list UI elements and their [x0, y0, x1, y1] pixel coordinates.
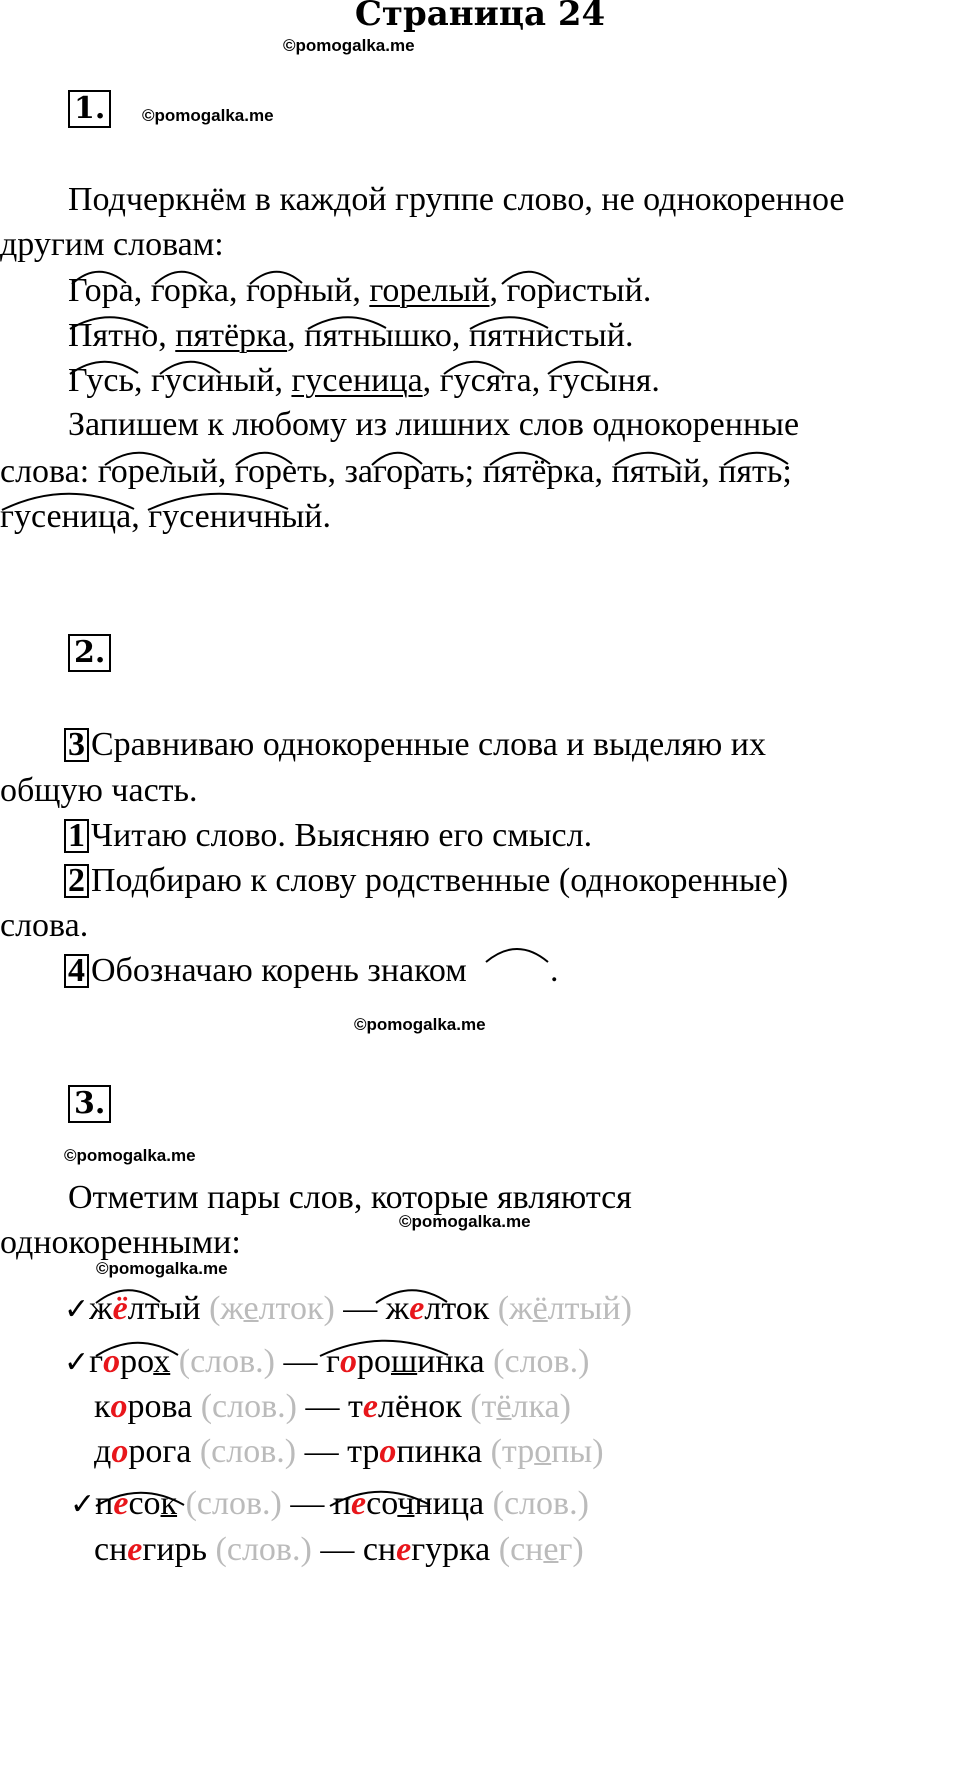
root-arc — [250, 272, 302, 284]
task1-intro-cont: другим словам: — [0, 226, 224, 263]
step-text: Обозначаю корень знаком — [91, 952, 467, 989]
watermark: ©pomogalka.me — [64, 1146, 196, 1165]
word: горка — [150, 272, 229, 309]
task2-step — [64, 725, 766, 765]
task2-step — [64, 816, 592, 856]
step-text: Сравниваю однокоренные слова и выделяю их — [91, 726, 766, 763]
word: гусыня — [548, 362, 652, 399]
task1-group1: Гора, горка, горный, горелый, гористый. — [68, 272, 652, 309]
root-arc — [470, 317, 548, 329]
root-arc — [2, 494, 134, 510]
task2-step-cont: слова. — [0, 907, 89, 944]
root-arc — [236, 453, 292, 465]
task1-group3: Гусь, гусиный, гусеница, гусята, гусыня. — [68, 362, 660, 399]
word-pair-row: снегирь (слов.) — снегурка (снег) — [94, 1531, 584, 1568]
root-arc — [105, 453, 172, 465]
task3-intro: Отметим пары слов, которые являются — [68, 1179, 632, 1216]
word: пятнистый — [468, 317, 625, 354]
task3-intro-cont: однокоренными: — [0, 1224, 241, 1261]
task2-step — [64, 861, 788, 901]
root-arc — [502, 272, 554, 284]
root-arc — [155, 272, 207, 284]
task1-note-cont: слова: горелый, гореть, загорать; пятёрка, пятый, пять; — [0, 453, 792, 490]
watermark: ©pomogalka.me — [142, 106, 274, 125]
odd-word: пятёрка — [175, 317, 288, 354]
check-icon: ✓ — [64, 1345, 90, 1380]
task1-group2: Пятно, пятёрка, пятнышко, пятнистый. — [68, 317, 634, 354]
root-arc — [615, 453, 680, 465]
step-number: 4 — [64, 954, 89, 988]
page-title: Страница 24 — [354, 0, 606, 34]
task1-number: 1. — [68, 90, 111, 128]
step-number: 3 — [64, 728, 89, 762]
task1-note-end: гусеница, гусеничный. — [0, 498, 331, 535]
word: Гусь — [68, 362, 134, 399]
root-arc — [724, 453, 788, 465]
check-icon: ✓ — [64, 1292, 90, 1327]
word: гусята — [439, 362, 532, 399]
watermark: ©pomogalka.me — [283, 36, 415, 55]
word-pair-row: ✓песок (слов.) — песочница (слов.) — [70, 1485, 589, 1522]
word: Пятно — [68, 317, 159, 354]
word-pair-row: ✓жёлтый (желток) — желток (жёлтый) — [64, 1290, 632, 1327]
task2-number: 2. — [68, 634, 111, 672]
odd-word: горелый — [369, 272, 490, 309]
check-icon: ✓ — [70, 1487, 96, 1522]
word: Гора — [68, 272, 134, 309]
watermark: ©pomogalka.me — [399, 1212, 531, 1231]
odd-word: гусеница — [291, 362, 423, 399]
word: пятнышко — [304, 317, 452, 354]
root-arc — [160, 362, 220, 374]
root-arc — [148, 494, 288, 510]
word: гусиный — [150, 362, 275, 399]
root-arc — [490, 453, 550, 465]
step-number: 2 — [64, 864, 89, 898]
task2-step — [64, 951, 467, 991]
task3-number: 3. — [68, 1085, 111, 1123]
root-sign — [486, 949, 548, 962]
watermark: ©pomogalka.me — [96, 1259, 228, 1278]
root-arc — [444, 362, 504, 374]
step-text: Подбираю к слову родственные (однокоренные) — [91, 862, 789, 899]
word-pair-row: ✓горох (слов.) — горошинка (слов.) — [64, 1343, 590, 1380]
step-text: Читаю слово. Выясняю его смысл. — [91, 817, 593, 854]
watermark: ©pomogalka.me — [354, 1015, 486, 1034]
word-pair-row: корова (слов.) — телёнок (тёлка) — [94, 1388, 571, 1425]
word: горный — [245, 272, 353, 309]
root-arc — [548, 362, 608, 374]
word: гористый — [506, 272, 643, 309]
root-arc — [70, 362, 138, 374]
step-number: 1 — [64, 819, 89, 853]
task1-intro: Подчеркнём в каждой группе слово, не однокоренное — [68, 181, 845, 218]
root-arc — [372, 453, 422, 465]
task1-note: Запишем к любому из лишних слов однокоренные — [68, 406, 800, 443]
root-arc — [308, 317, 386, 329]
word-pair-row: дорога (слов.) — тропинка (тропы) — [94, 1433, 604, 1470]
root-arc — [70, 317, 148, 329]
task2-step-cont: общую часть. — [0, 772, 198, 809]
root-arc — [72, 272, 126, 284]
